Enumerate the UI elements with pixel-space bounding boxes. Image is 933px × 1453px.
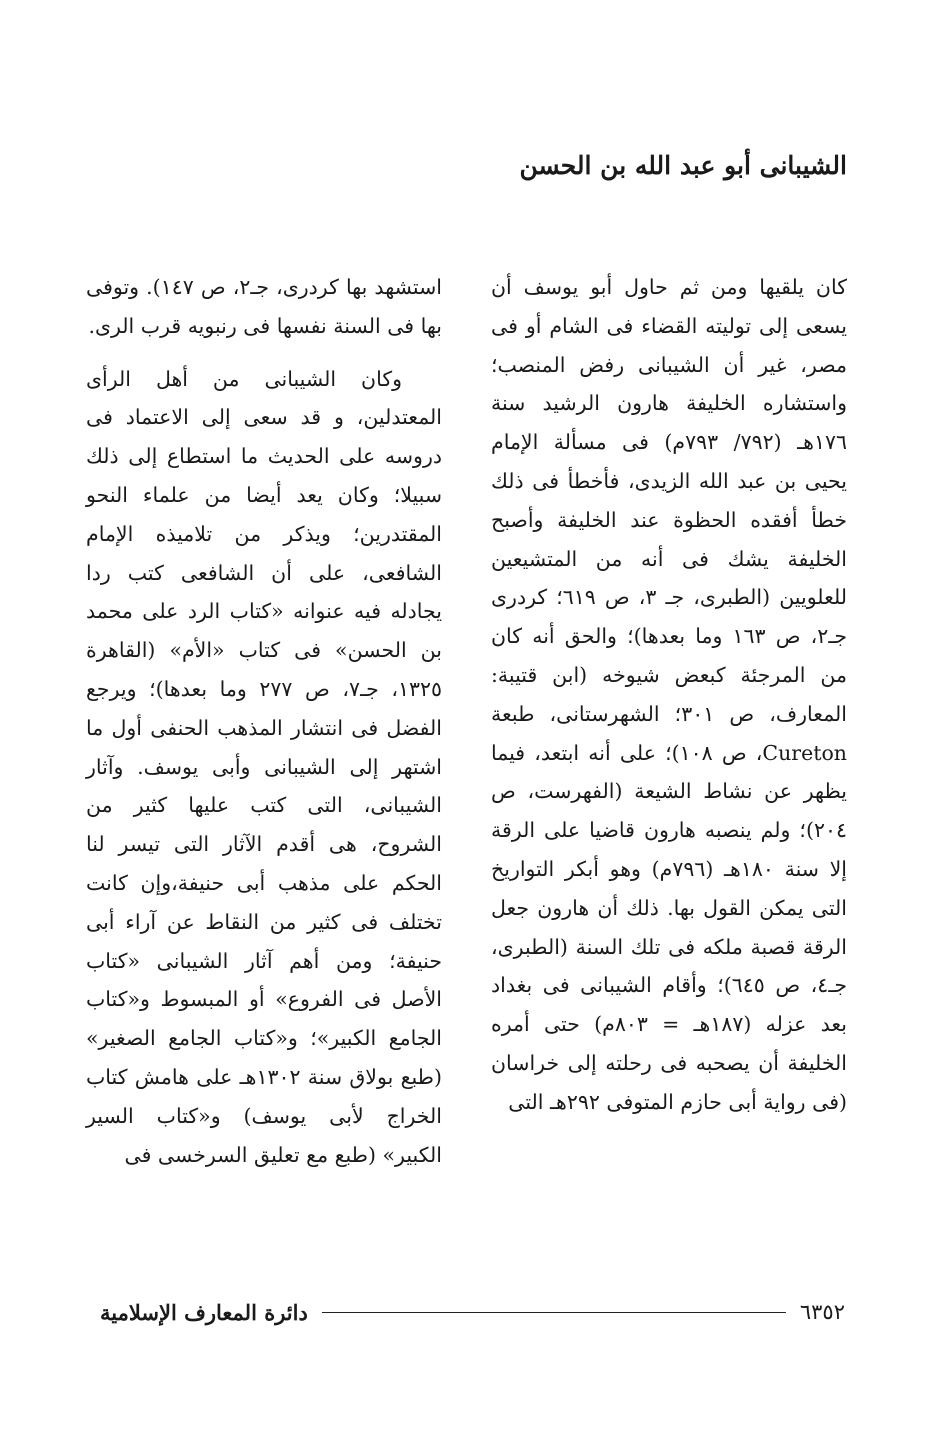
- running-title: الشيبانى أبو عبد الله بن الحسن: [519, 151, 847, 180]
- text-column-left: [86, 268, 442, 1174]
- footer-rule: [322, 1312, 786, 1313]
- page-number: ٦٣٥٢: [799, 1300, 845, 1324]
- paragraph: استشهد بها كردرى، جـ٢، ص ١٤٧). وتوفى بها فى السنة نفسها فى رنبويه قرب الرى.: [86, 275, 442, 338]
- text-column-right: [491, 268, 847, 1122]
- paragraph: وكان الشيبانى من أهل الرأى المعتدلين، و قد سعى إلى الاعتماد فى دروسه على الحديث ما استطاع إلى ذلك سبيلا؛ وكان يعد أيضا من علماء النحو المقتدرين؛ ويذكر من تلاميذه الإمام الشافعى، على أن الشافعى كتب ردا يجادله فيه عنوانه «كتاب الرد على محمد بن الحسن» فى كتاب «الأم» (القاهرة ١٣٢٥، جـ٧، ص ٢٧٧ وما بعدها)؛ ويرجع الفضل فى انتشار المذهب الحنفى أول ما اشتهر إلى الشيبانى وأبى يوسف. وآثار الشيبانى، التى كتب عليها كثير من الشروح، هى أقدم الآثار التى تيسر لنا الحكم على مذهب أبى حنيفة،وإن كانت تختلف فى كثير من النقاط عن آراء أبى حنيفة؛ ومن أهم آثار الشيبانى «كتاب الأصل فى الفروع» أو المبسوط و«كتاب الجامع الكبير»؛ و«كتاب الجامع الصغير» (طبع بولاق سنة ١٣٠٢هـ على هامش كتاب الخراج لأبى يوسف) و«كتاب السير الكبير» (طبع مع تعليق السرخسى فى: [86, 366, 443, 1167]
- journal-title: دائرة المعارف الإسلامية: [100, 1299, 308, 1325]
- page-footer: [100, 1292, 845, 1332]
- paragraph: كان يلقيها ومن ثم حاول أبو يوسف أن يسعى إلى توليته القضاء فى الشام أو فى مصر، غير أن الشيبانى رفض المنصب؛ واستشاره الخليفة هارون الرشيد سنة ١٧٦هـ (٧٩٢/ ٧٩٣م) فى مسألة الإمام يحيى بن عبد الله الزيدى، فأخطأ فى ذلك خطأ أفقده الحظوة عند الخليفة وأصبح الخليفة يشك فى أنه من المتشيعين للعلويين (الطبرى، جـ ٣، ص ٦١٩؛ كردرى جـ٢، ص ١٦٣ وما بعدها)؛ والحق أنه كان من المرجئة كبعض شيوخه (ابن قتيبة: المعارف، ص ٣٠١؛ الشهرستانى، طبعة Cureton، ص ١٠٨)؛ على أنه ابتعد، فيما يظهر عن نشاط الشيعة (الفهرست، ص ٢٠٤)؛ ولم ينصبه هارون قاضيا على الرقة إلا سنة ١٨٠هـ (٧٩٦م) وهو أبكر التواريخ التى يمكن القول بها. ذلك أن هارون جعل الرقة قصبة ملكه فى تلك السنة (الطبرى، جـ٤، ص ٦٤٥)؛ وأقام الشيبانى فى بغداد بعد عزله (١٨٧هـ = ٨٠٣م) حتى أمره الخليفة أن يصحبه فى رحلته إلى خراسان (فى رواية أبى حازم المتوفى ٢٩٢هـ التى: [491, 275, 847, 1114]
